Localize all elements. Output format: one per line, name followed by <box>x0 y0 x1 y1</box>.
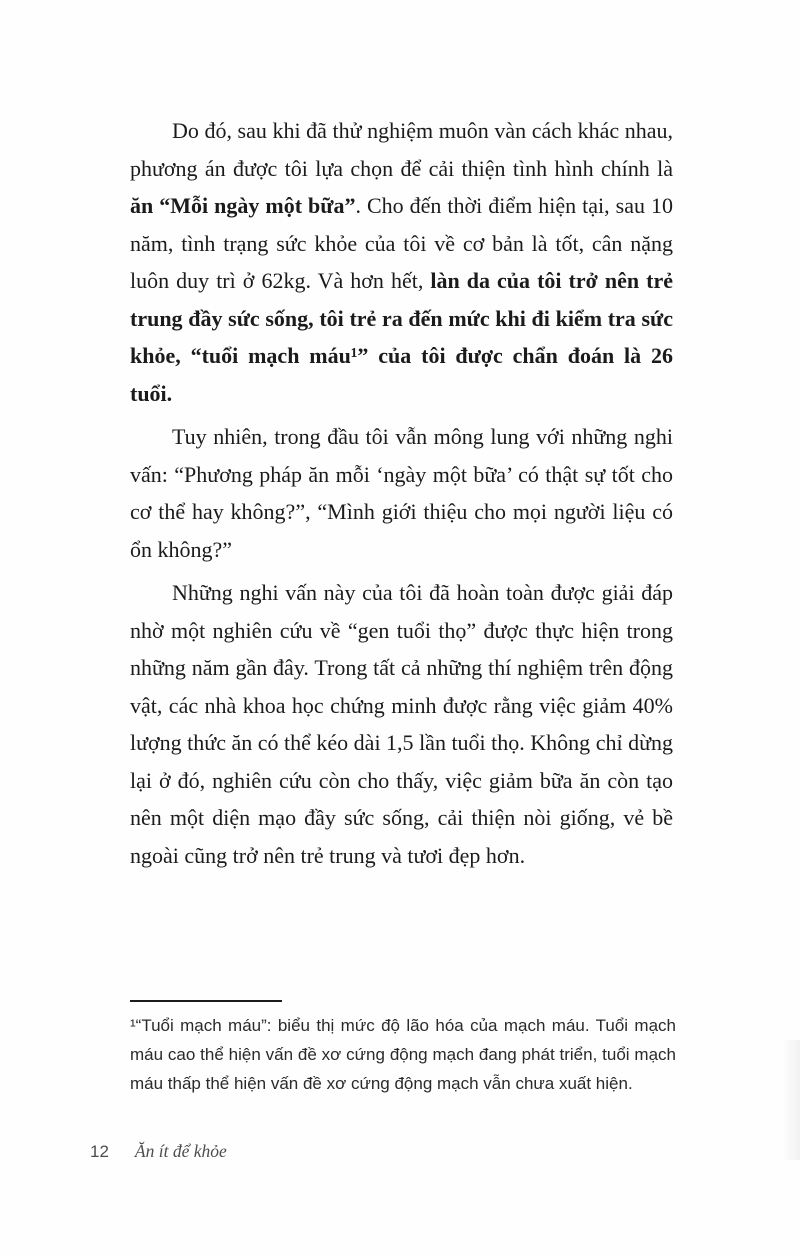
page-footer <box>90 1141 227 1162</box>
paragraph-3 <box>130 574 673 874</box>
text-segment: Do đó, sau khi đã thử nghiệm muôn vàn cách khác nhau, phương án được tôi lựa chọn để cải thiện tình hình chính là <box>130 118 673 181</box>
footnote-text: ¹“Tuổi mạch máu”: biểu thị mức độ lão hóa của mạch máu. Tuổi mạch máu cao thể hiện vấn đề xơ cứng động mạch đang phát triển, tuổi mạch máu thấp thể hiện vấn đề xơ cứng động mạch vẫn chưa xuất hiện. <box>130 1016 676 1093</box>
paragraph-1 <box>130 112 673 412</box>
page-number: 12 <box>90 1142 109 1161</box>
footnote-block <box>130 1000 676 1098</box>
text-segment: Những nghi vấn này của tôi đã hoàn toàn được giải đáp nhờ một nghiên cứu về “gen tuổi thọ” được thực hiện trong những năm gần đây. Trong tất cả những thí nghiệm trên động vật, các nhà khoa học chứng minh được rằng việc giảm 40% lượng thức ăn có thể kéo dài 1,5 lần tuổi thọ. Không chỉ dừng lại ở đó, nghiên cứu còn cho thấy, việc giảm bữa ăn còn tạo nên một diện mạo đầy sức sống, cải thiện nòi giống, vẻ bề ngoài cũng trở nên trẻ trung và tươi đẹp hơn. <box>130 580 673 868</box>
text-segment-bold: ăn “Mỗi ngày một bữa” <box>130 193 356 218</box>
book-title: Ăn ít để khỏe <box>134 1141 227 1161</box>
text-segment: Tuy nhiên, trong đầu tôi vẫn mông lung với những nghi vấn: “Phương pháp ăn mỗi ‘ngày một bữa’ có thật sự tốt cho cơ thể hay không?”, “Mình giới thiệu cho mọi người liệu có ổn không?” <box>130 424 673 562</box>
text-segment-bold: làn da của tôi trở nên trẻ trung đầy sức sống, tôi trẻ ra đến mức khi đi kiểm tra sức khỏe, “tuổi mạch máu¹” của tôi được chẩn đoán là 26 tuổi. <box>130 268 673 406</box>
scan-shadow <box>782 1040 800 1160</box>
footnote-divider <box>130 1000 282 1002</box>
body-text <box>130 112 673 880</box>
text-segment: . Cho đến thời điểm hiện tại, sau 10 năm, tình trạng sức khỏe của tôi về cơ bản là tốt, cân nặng luôn duy trì ở 62kg. Và hơn hết, <box>130 193 673 293</box>
paragraph-2 <box>130 418 673 568</box>
